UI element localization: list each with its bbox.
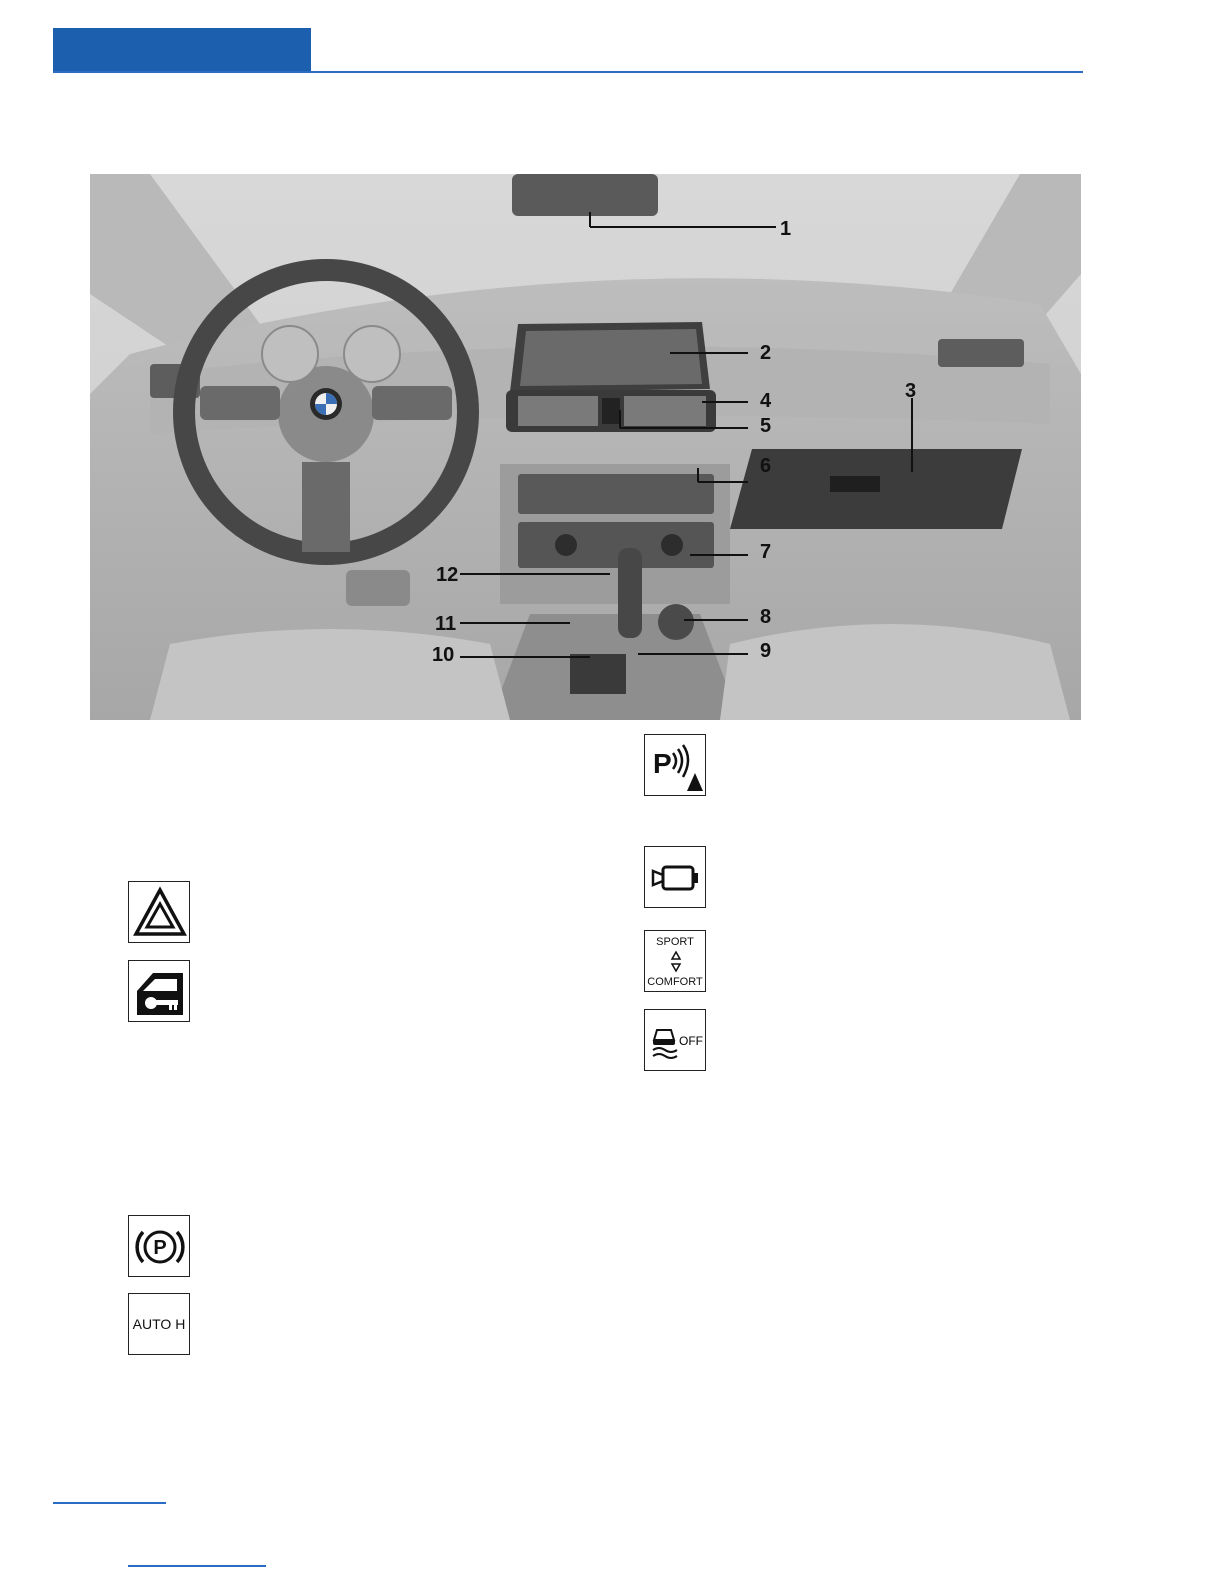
callout-8: 8 <box>760 606 772 628</box>
auto-hold-icon <box>128 1293 190 1355</box>
comfort-label: COMFORT <box>647 976 703 988</box>
header-rule <box>53 71 1083 73</box>
callout-9: 9 <box>760 640 772 662</box>
auto-hold-label: AUTO H <box>132 1316 186 1332</box>
footer-rule <box>53 1502 166 1504</box>
svg-text:P: P <box>153 1237 167 1259</box>
dsc-off-icon <box>644 1009 706 1071</box>
door-lock-icon <box>128 960 190 1022</box>
rear-camera-icon <box>644 846 706 908</box>
header-tab <box>53 28 311 72</box>
callout-2: 2 <box>760 342 772 364</box>
driving-dynamics-icon <box>644 930 706 992</box>
park-distance-control-icon <box>644 734 706 796</box>
parking-brake-icon <box>128 1215 190 1277</box>
callout-5: 5 <box>760 415 772 437</box>
sport-label: SPORT <box>656 936 694 948</box>
callout-6: 6 <box>760 455 772 477</box>
cockpit-illustration <box>90 174 1081 720</box>
callout-7: 7 <box>760 541 772 563</box>
hazard-warning-icon <box>128 881 190 943</box>
callout-12: 12 <box>436 564 459 586</box>
callout-1: 1 <box>780 218 792 240</box>
dsc-off-label: OFF <box>679 1034 703 1048</box>
callout-4: 4 <box>760 390 772 412</box>
footer-link-rule <box>128 1565 266 1567</box>
callout-10: 10 <box>432 644 455 666</box>
callout-11: 11 <box>435 613 457 635</box>
callout-3: 3 <box>905 380 917 402</box>
svg-text:P: P <box>653 748 672 779</box>
